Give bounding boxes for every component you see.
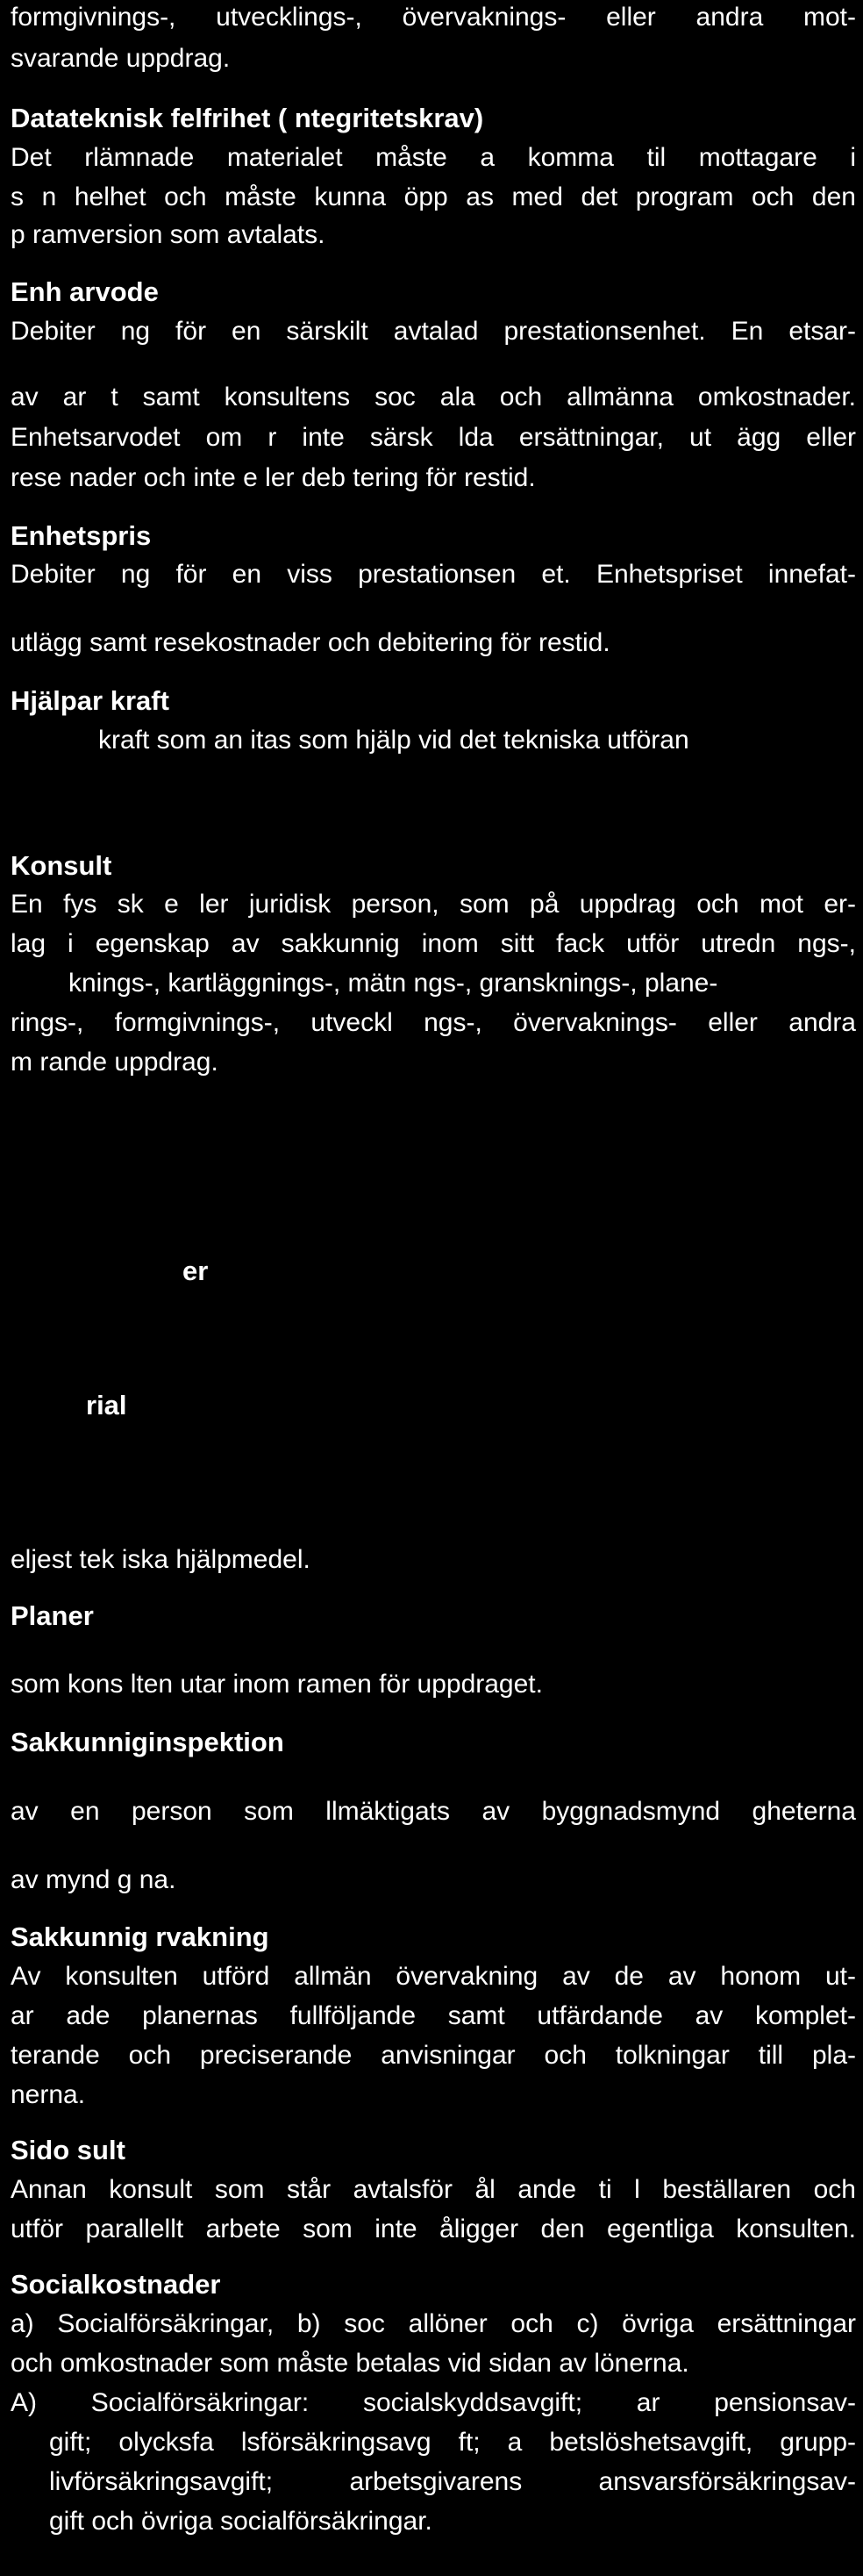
- text-line: Annan konsult som står avtalsför ål ande ti l beställaren och: [11, 2175, 856, 2204]
- term-heading: Datateknisk felfrihet ( ntegritetskrav): [11, 103, 484, 133]
- text-line: kraft som an itas som hjälp vid det tekniska utföran: [98, 726, 689, 755]
- term-heading: er: [182, 1256, 209, 1286]
- term-heading: Sakkunnig rvakning: [11, 1921, 269, 1952]
- text-line: livförsäkringsavgift; arbetsgivarens ansvarsförsäkringsav-: [49, 2467, 856, 2496]
- term-heading: Planer: [11, 1600, 94, 1631]
- text-line: gift; olycksfa lsförsäkringsavg ft; a betslöshetsavgift, grupp-: [49, 2428, 856, 2457]
- text-line: av mynd g na.: [11, 1865, 176, 1894]
- text-line: En fys sk e ler juridisk person, som på uppdrag och mot er-: [11, 890, 856, 919]
- text-line: utför parallellt arbete som inte åligger den egentliga konsulten.: [11, 2215, 856, 2243]
- term-heading: rial: [86, 1390, 127, 1420]
- term-heading: Sakkunniginspektion: [11, 1727, 284, 1757]
- term-heading: Sido sult: [11, 2135, 125, 2165]
- text-line: formgivnings-, utvecklings-, övervaknings- eller andra mot-: [11, 3, 856, 32]
- text-line: a) Socialförsäkringar, b) soc allöner och c) övriga ersättningar: [11, 2309, 856, 2338]
- text-line: nerna.: [11, 2080, 86, 2109]
- text-line: A) Socialförsäkringar: socialskyddsavgift; ar pensionsav-: [11, 2388, 856, 2417]
- text-line: terande och preciserande anvisningar och tolkningar till pla-: [11, 2041, 856, 2070]
- text-line: Av konsulten utförd allmän övervakning av de av honom ut-: [11, 1962, 856, 1991]
- text-line: s n helhet och måste kunna öpp as med det program och den: [11, 182, 856, 211]
- term-heading: Hjälpar kraft: [11, 685, 169, 716]
- text-line: rings-, formgivnings-, utveckl ngs-, övervaknings- eller andra: [11, 1008, 856, 1037]
- term-heading: Konsult: [11, 850, 112, 881]
- text-line: som kons lten utar inom ramen för uppdraget.: [11, 1670, 543, 1699]
- text-line: m rande uppdrag.: [11, 1048, 218, 1077]
- term-heading: Enh arvode: [11, 276, 159, 307]
- text-line: Det rlämnade materialet måste a komma til mottagare i: [11, 143, 856, 172]
- text-line: och omkostnader som måste betalas vid sidan av lönerna.: [11, 2349, 689, 2378]
- text-line: lag i egenskap av sakkunnig inom sitt fack utför utredn ngs-,: [11, 929, 856, 958]
- text-line: knings-, kartläggnings-, mätn ngs-, gransknings-, plane-: [68, 969, 718, 998]
- text-line: Enhetsarvodet om r inte särsk lda ersättningar, ut ägg eller: [11, 423, 856, 452]
- term-heading: Socialkostnader: [11, 2269, 221, 2300]
- text-line: svarande uppdrag.: [11, 44, 231, 73]
- text-line: Debiter ng för en särskilt avtalad prestationsenhet. En etsar-: [11, 317, 856, 346]
- text-line: Debiter ng för en viss prestationsen et. Enhetspriset innefat-: [11, 560, 856, 589]
- text-line: utlägg samt resekostnader och debitering för restid.: [11, 628, 610, 657]
- term-heading: Enhetspris: [11, 520, 152, 551]
- text-line: p ramversion som avtalats.: [11, 220, 325, 249]
- text-line: rese nader och inte e ler deb tering för restid.: [11, 463, 536, 492]
- text-line: av ar t samt konsultens soc ala och allmänna omkostnader.: [11, 383, 856, 411]
- text-line: av en person som llmäktigats av byggnadsmynd gheterna: [11, 1797, 856, 1826]
- text-line: ar ade planernas fullföljande samt utfärdande av komplet-: [11, 2001, 856, 2030]
- text-line: gift och övriga socialförsäkringar.: [49, 2507, 432, 2536]
- text-line: eljest tek iska hjälpmedel.: [11, 1545, 310, 1574]
